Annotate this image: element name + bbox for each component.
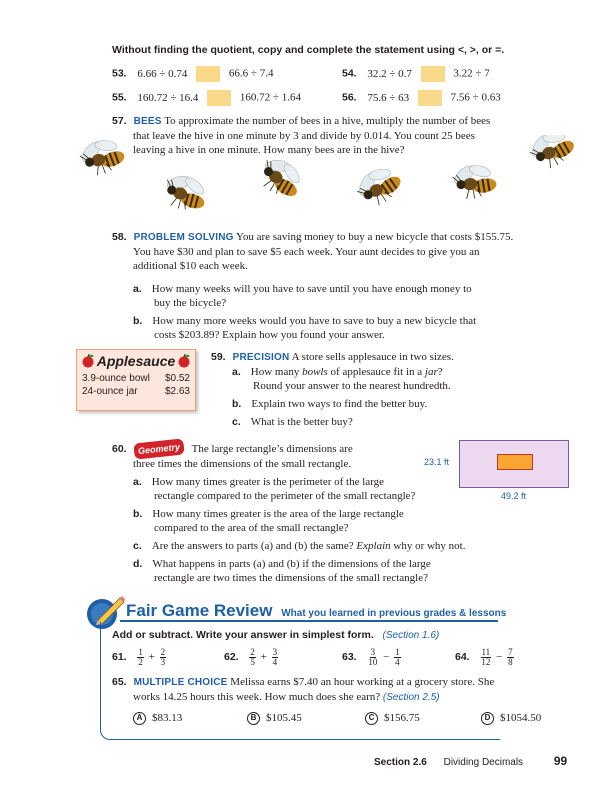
text-line: compared to the area of the small rectangle? (154, 522, 349, 534)
text-line: costs $203.89? Explain how you found your answer. (154, 329, 385, 341)
text-c-italic: Explain (356, 540, 391, 552)
page-footer (374, 754, 567, 768)
part-label: b. (232, 398, 242, 410)
expression-right: 160.72 ÷ 1.64 (239, 91, 301, 104)
section-ref: (Section 1.6) (382, 630, 440, 641)
part-label: b. (133, 508, 143, 520)
applesauce-price-card (76, 349, 196, 411)
item-name: 3.9-ounce bowl (82, 373, 150, 384)
problem-60 (112, 441, 465, 585)
choice-letter: B (247, 712, 260, 725)
text-line: rectangle compared to the perimeter of the small rectangle? (154, 490, 416, 502)
text-a-italic2: jar (424, 366, 438, 378)
expression-left: 32.2 ÷ 0.7 (367, 67, 412, 80)
review-title: Fair Game Review (126, 601, 273, 620)
choice-d[interactable] (481, 711, 541, 725)
text-line: three times the dimensions of the small rectangle. (133, 458, 352, 470)
review-instruction-row (112, 628, 439, 643)
apple-icon (81, 354, 95, 368)
part-label: b. (133, 315, 143, 327)
problem-63 (342, 648, 403, 667)
answer-box[interactable] (421, 66, 445, 82)
text-line: Explain two ways to find the better buy. (251, 398, 428, 410)
review-header (126, 601, 506, 621)
expression-right: 66.6 ÷ 7.4 (228, 67, 274, 80)
problem-number: 57. (112, 115, 127, 127)
review-subtitle: What you learned in previous grades & lessons (281, 608, 507, 619)
text-line: What is the better buy? (250, 416, 353, 428)
problem-number: 54. (342, 67, 357, 80)
footer-title: Dividing Decimals (443, 757, 524, 768)
problem-62 (224, 648, 280, 667)
footer-section: Section 2.6 (374, 757, 427, 768)
text-c-pre: Are the answers to parts (a) and (b) the same? (151, 540, 357, 552)
problem-59 (211, 350, 454, 429)
height-label: 23.1 ft (424, 457, 450, 467)
text-line: You have $30 and plan to save $5 each week. Your aunt decides to give you an (133, 246, 480, 258)
problem-number: 64. (455, 651, 470, 664)
keyword: PROBLEM SOLVING (133, 232, 234, 243)
bee-icon (253, 150, 309, 203)
problem-number: 60. (112, 443, 127, 455)
text-line: What happens in parts (a) and (b) if the dimensions of the large (152, 558, 431, 570)
choice-b[interactable] (247, 711, 302, 725)
bee-icon (449, 159, 498, 202)
operator: + (260, 651, 267, 664)
problem-number: 59. (211, 351, 226, 363)
keyword: BEES (133, 116, 162, 127)
problem-61 (112, 648, 168, 667)
item-price: $2.63 (164, 386, 190, 397)
item-price: $0.52 (164, 373, 190, 384)
bee-icon (160, 168, 211, 214)
expression-right: 7.56 ÷ 0.63 (450, 91, 501, 104)
text-line: buy the bicycle? (154, 297, 227, 309)
operator: − (496, 651, 503, 664)
text-line: Melissa earns $7.40 an hour working at a grocery store. She (230, 676, 495, 688)
answer-box[interactable] (207, 90, 231, 106)
fraction: $\frac{1}{4}$ (395, 647, 400, 667)
text-line: works 14.25 hours this week. How much does she earn? (133, 691, 381, 703)
bee-icon (350, 158, 406, 213)
problem-54 (342, 66, 490, 82)
operator: + (148, 651, 155, 664)
expression-left: 160.72 ÷ 16.4 (137, 91, 199, 104)
problem-number: 62. (224, 651, 239, 664)
text-line: How many more weeks would you have to save to buy a new bicycle that (152, 315, 477, 327)
text-line: To approximate the number of bees in a hive, multiply the number of bees (164, 115, 491, 127)
width-label: 49.2 ft (501, 491, 527, 501)
small-rectangle (497, 454, 533, 470)
part-label: a. (232, 366, 241, 378)
text-a-mid: of applesauce fit in a (327, 366, 425, 378)
price-row (77, 384, 195, 397)
bee-icon (523, 135, 579, 175)
problem-number: 53. (112, 67, 127, 80)
problem-65 (112, 675, 494, 705)
problem-64 (455, 648, 516, 667)
text-line: rectangle are two times the dimensions of the small rectangle? (154, 572, 428, 584)
operator: − (383, 651, 390, 664)
text-line: that leave the hive in one minute by 3 and divide by 0.014. You count 25 bees (133, 130, 475, 142)
text-line: How many times greater is the area of the large rectangle (152, 508, 404, 520)
rectangle-figure (424, 436, 574, 506)
geometry-badge: Geometry (133, 438, 184, 459)
fraction: $\frac{11}{12}$ (481, 647, 491, 667)
choice-text: $156.75 (384, 712, 420, 724)
part-label: a. (133, 476, 142, 488)
part-label: c. (133, 540, 142, 552)
price-row (77, 369, 195, 384)
text-line: You are saving money to buy a new bicycle that costs $155.75. (236, 231, 514, 243)
problem-number: 56. (342, 91, 357, 104)
problem-58 (112, 230, 513, 342)
text-line: The large rectangle’s dimensions are (191, 443, 353, 455)
bee-icon (76, 135, 128, 180)
apple-icon (177, 354, 191, 368)
choice-text: $83.13 (152, 712, 183, 724)
section-ref: (Section 2.5) (382, 692, 440, 703)
text-line: additional $10 each week. (133, 260, 248, 272)
page-number: 99 (553, 754, 568, 768)
problem-number: 61. (112, 651, 127, 664)
fraction: $\frac{2}{5}$ (250, 647, 255, 667)
expression-left: 75.6 ÷ 63 (367, 91, 410, 104)
item-name: 24-ounce jar (82, 386, 138, 397)
text-line: leaving a hive in one minute. How many bees are in the hive? (133, 144, 405, 156)
text-line: How many times greater is the perimeter of the large (151, 476, 385, 488)
choice-letter: D (481, 712, 494, 725)
keyword: MULTIPLE CHOICE (133, 677, 228, 688)
choice-a[interactable] (133, 711, 182, 725)
card-title: Applesauce (96, 353, 176, 369)
choice-letter: A (133, 712, 146, 725)
problem-55 (112, 90, 301, 106)
problem-53 (112, 66, 273, 82)
problem-number: 55. (112, 91, 127, 104)
text-line: A store sells applesauce in two sizes. (291, 351, 454, 363)
fraction: $\frac{3}{4}$ (272, 647, 278, 667)
review-instruction: Add or subtract. Write your answer in simplest form. (112, 629, 374, 641)
fraction: $\frac{7}{8}$ (508, 647, 513, 667)
text-a-italic: bowls (302, 366, 328, 378)
review-divider (120, 620, 498, 622)
keyword: PRECISION (232, 352, 290, 363)
expression-left: 6.66 ÷ 0.74 (137, 67, 188, 80)
text-line: Round your answer to the nearest hundredth. (253, 380, 451, 392)
answer-box[interactable] (196, 66, 220, 82)
fraction: $\frac{3}{10}$ (368, 647, 378, 667)
problem-number: 65. (112, 676, 127, 688)
problem-number: 63. (342, 651, 357, 664)
expression-right: 3.22 ÷ 7 (453, 67, 490, 80)
text-c-end: why or why not. (390, 540, 466, 552)
problem-56 (342, 90, 501, 106)
problem-number: 58. (112, 231, 127, 243)
bees-illustration (76, 135, 586, 220)
text-line: How many weeks will you have to save until you have enough money to (151, 283, 472, 295)
choice-c[interactable] (365, 711, 420, 725)
fraction: $\frac{2}{3}$ (160, 647, 166, 667)
compare-instruction: Without finding the quotient, copy and complete the statement using <, >, or =. (112, 44, 505, 56)
part-label: c. (232, 416, 241, 428)
part-label: d. (133, 558, 143, 570)
text-a-end: ? (437, 366, 443, 378)
choice-text: $105.45 (266, 712, 302, 724)
answer-box[interactable] (418, 90, 442, 106)
text-a-pre: How many (250, 366, 303, 378)
choice-letter: C (365, 712, 378, 725)
fraction: $\frac{1}{2}$ (138, 647, 143, 667)
choice-text: $1054.50 (500, 712, 542, 724)
part-label: a. (133, 283, 142, 295)
